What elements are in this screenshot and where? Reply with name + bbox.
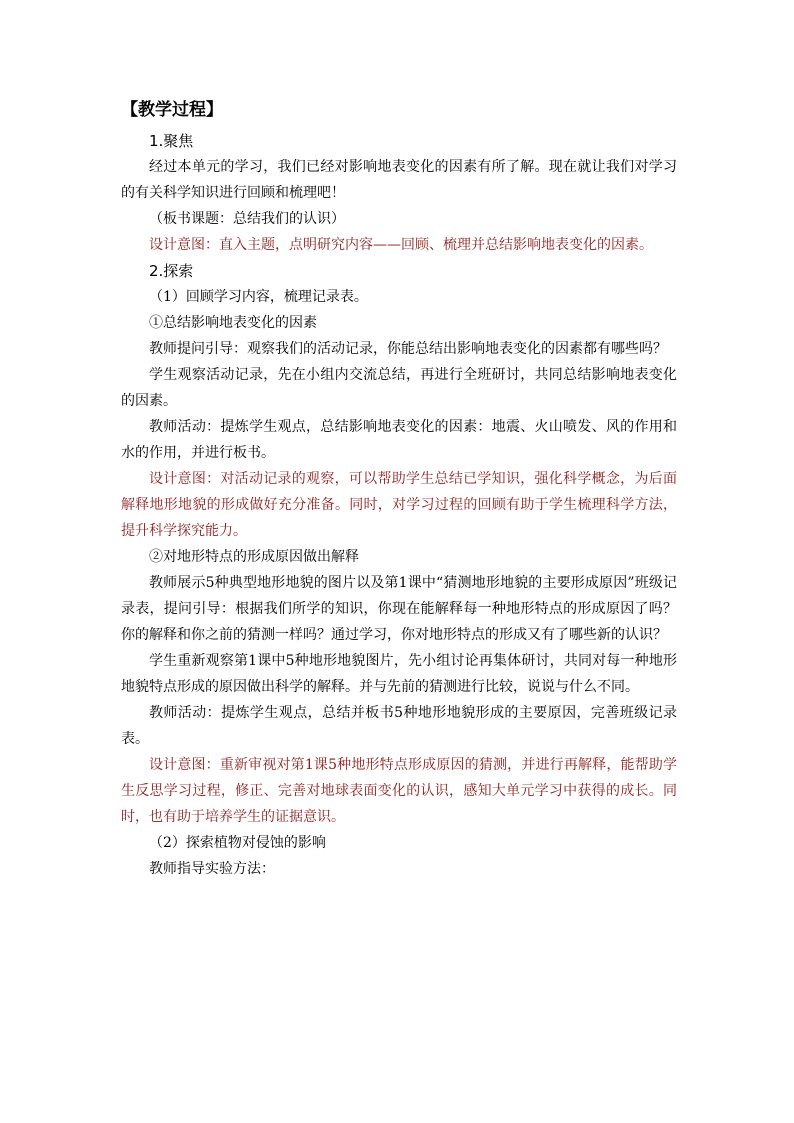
paragraph: 教师活动：提炼学生观点，总结影响地表变化的因素：地震、火山喷发、风的作用和水的作用，并进行板书。	[121, 419, 677, 461]
paragraph-board-topic: （板书课题：总结我们的认识）	[149, 211, 345, 227]
document-content	[121, 96, 677, 882]
design-intent: 设计意图：重新审视对第1课5种地形特点形成原因的猜测，并进行再解释，能帮助学生反思学习过程，修正、完善对地球表面变化的认识，感知大单元学习中获得的成长。同时，也有助于培养学生的证据意识。	[121, 757, 677, 825]
paragraph: 教师活动：提炼学生观点，总结并板书5种地形地貌形成的主要原因，完善班级记录表。	[121, 705, 677, 747]
paragraph: 教师提问引导：观察我们的活动记录，你能总结出影响地表变化的因素都有哪些吗？	[149, 341, 667, 357]
paragraph: 教师展示5种典型地形地貌的图片以及第1课中“猜测地形地貌的主要形成原因”班级记录表，提问引导：根据我们所学的知识，你现在能解释每一种地形特点的形成原因了吗？你的解释和你之前的猜测一样吗？通过学习，你对地形特点的形成又有了哪些新的认识？	[121, 575, 677, 643]
paragraph: 经过本单元的学习，我们已经对影响地表变化的因素有所了解。现在就让我们对学习的有关科学知识进行回顾和梳理吧！	[121, 159, 677, 201]
item-explain-landforms: ②对地形特点的形成原因做出解释	[149, 549, 359, 565]
subheading-review: （1）回顾学习内容，梳理记录表。	[149, 289, 368, 305]
design-intent: 设计意图：对活动记录的观察，可以帮助学生总结已学知识，强化科学概念，为后面解释地形地貌的形成做好充分准备。同时，对学习过程的回顾有助于学生梳理科学方法，提升科学探究能力。	[121, 471, 677, 539]
section-title: 【教学过程】	[121, 100, 223, 120]
paragraph: 教师指导实验方法：	[149, 861, 275, 877]
item-summary-factors: ①总结影响地表变化的因素	[149, 315, 317, 331]
paragraph: 学生重新观察第1课中5种地形地貌图片，先小组讨论再集体研讨，共同对每一种地形地貌特点形成的原因做出科学的解释。并与先前的猜测进行比较，说说与什么不同。	[121, 653, 677, 695]
heading-explore: 2.探索	[149, 262, 194, 280]
subheading-plants-erosion: （2）探索植物对侵蚀的影响	[149, 835, 326, 851]
paragraph: 学生观察活动记录，先在小组内交流总结，再进行全班研讨，共同总结影响地表变化的因素。	[121, 367, 677, 409]
design-intent: 设计意图：直入主题，点明研究内容——回顾、梳理并总结影响地表变化的因素。	[149, 237, 653, 253]
heading-focus: 1.聚焦	[149, 132, 194, 150]
